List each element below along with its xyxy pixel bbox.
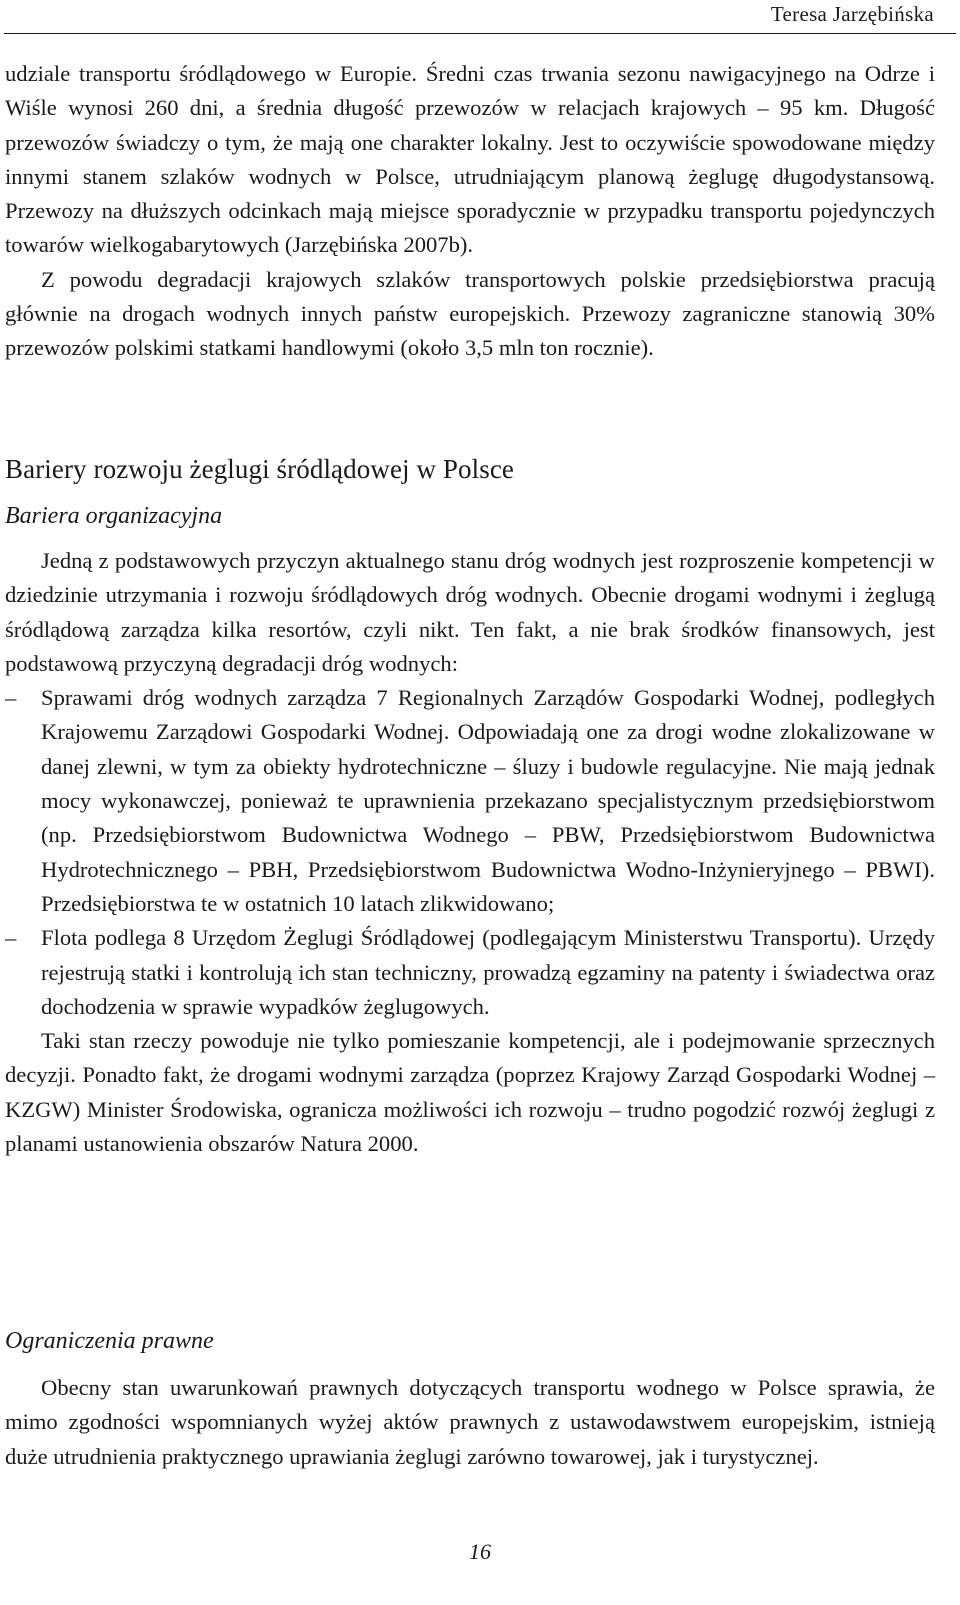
bullet-item-1-text: Sprawami dróg wodnych zarządza 7 Regionalnych Zarządów Gospodarki Wodnej, podległych Krajowemu Zarządowi Gospodarki Wodnej. Odpowiadają one za drogi wodne zlokalizowane w danej zlewni, w tym za obiekty hydrotechniczne – śluzy i budowle regulacyjne. Nie mają jednak mocy wykonawczej, ponieważ te uprawnienia przekazano specjalistycznym przedsiębiorstwom (np. Przedsiębiorstwom Budownictwa Wodnego – PBW, Przedsiębiorstwom Budownictwa Hydrotechnicznego – PBH, Przedsiębiorstwom Budownictwa Wodno-Inżynieryjnego – PBWI). Przedsiębiorstwa te w ostatnich 10 latach zlikwidowano; bbox=[41, 685, 935, 916]
legal-text bbox=[5, 1371, 935, 1474]
running-header-author: Teresa Jarzębińska bbox=[770, 2, 934, 26]
bullet-item-2 bbox=[5, 921, 935, 1024]
intro-paragraph-2: Z powodu degradacji krajowych szlaków transportowych polskie przedsiębiorstwa pracują głównie na drogach wodnych innych państw europejskich. Przewozy zagraniczne stanowią 30% przewozów polskimi statkami handlowymi (około 3,5 mln ton rocznie). bbox=[5, 266, 935, 361]
dash-bullet-icon: – bbox=[5, 685, 17, 711]
intro-paragraph-1: udziale transportu śródlądowego w Europie. Średni czas trwania sezonu nawigacyjnego na Odrze i Wiśle wynosi 260 dni, a średnia długość przewozów w relacjach krajowych – 95 km. Długość przewozów świadczy o tym, że mają one charakter lokalny. Jest to oczywiście spowodowane między innymi stanem szlaków wodnych w Polsce, utrudniającym planową żeglugę długodystansową. Przewozy na dłuższych odcinkach mają miejsce sporadycznie w przypadku transportu pojedynczych towarów wielkogabarytowych (Jarzębińska 2007b). bbox=[5, 61, 935, 258]
page-number: 16 bbox=[469, 1539, 491, 1564]
organizational-bullet-list bbox=[5, 681, 935, 1024]
header-rule bbox=[4, 33, 956, 34]
organizational-text bbox=[5, 544, 935, 1161]
organizational-closing-paragraph: Taki stan rzeczy powoduje nie tylko pomieszanie kompetencji, ale i podejmowanie sprzecznych decyzji. Ponadto fakt, że drogami wodnymi zarządza (poprzez Krajowy Zarząd Gospodarki Wodnej – KZGW) Minister Środowiska, ogranicza możliwości ich rozwoju – trudno pogodzić rozwój żeglugi z planami ustanowienia obszarów Natura 2000. bbox=[5, 1028, 935, 1157]
legal-paragraph: Obecny stan uwarunkowań prawnych dotyczących transportu wodnego w Polsce sprawia, że mimo zgodności wspomnianych wyżej aktów prawnych z ustawodawstwem europejskim, istnieją duże utrudnienia praktycznego uprawiania żeglugi zarówno towarowej, jak i turystycznej. bbox=[5, 1375, 935, 1469]
organizational-lead-paragraph: Jedną z podstawowych przyczyn aktualnego stanu dróg wodnych jest rozproszenie kompetencji w dziedzinie utrzymania i rozwoju śródlądowych dróg wodnych. Obecnie drogami wodnymi i żeglugą śródlądową zarządza kilka resortów, czyli nikt. Ten fakt, a nie brak środków finansowych, jest podstawową przyczyną degradacji dróg wodnych: bbox=[5, 548, 935, 676]
bullet-item-2-text: Flota podlega 8 Urzędom Żeglugi Śródlądowej (podlegającym Ministerstwu Transportu). Urzędy rejestrują statki i kontrolują ich stan techniczny, prowadzą egzaminy na patenty i świadectwa oraz dochodzenia w sprawie wypadków żeglugowych. bbox=[41, 925, 935, 1019]
section-heading: Bariery rozwoju żeglugi śródlądowej w Polsce bbox=[5, 454, 515, 484]
intro-text bbox=[5, 57, 935, 366]
subheading-legal-restrictions: Ograniczenia prawne bbox=[5, 1328, 214, 1354]
subheading-organizational-barrier: Bariera organizacyjna bbox=[5, 503, 223, 529]
bullet-item-1 bbox=[5, 681, 935, 921]
dash-bullet-icon: – bbox=[5, 925, 17, 951]
